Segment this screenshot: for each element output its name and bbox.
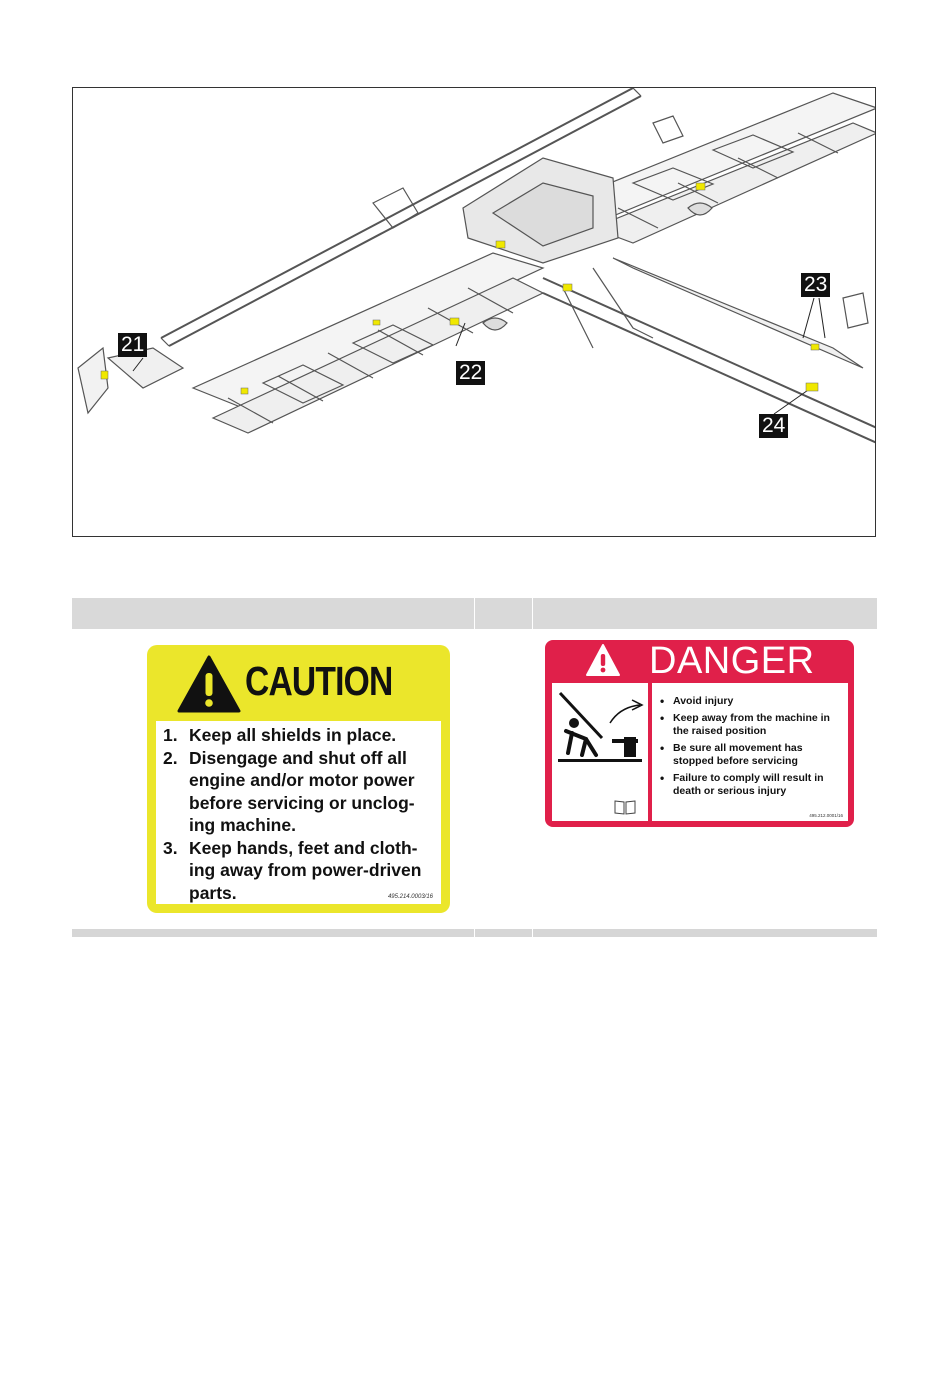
caution-decal: [147, 645, 450, 913]
list-item: • Avoid injury: [660, 695, 846, 709]
danger-decal: [545, 640, 854, 827]
caution-header: [147, 645, 450, 721]
table-footer: [72, 929, 877, 937]
danger-part-code: 495.212.0001/16: [809, 813, 843, 818]
callout-23: 23: [801, 273, 830, 297]
danger-list: [660, 695, 846, 802]
warning-triangle-icon: [585, 642, 635, 682]
item-number: 1.: [163, 725, 178, 745]
item-text: Disengage and shut off all engine and/or motor power before servicing or unclog-ing machine.: [189, 747, 415, 835]
caution-part-code: 495.214.0003/16: [387, 894, 433, 900]
caution-list: [163, 724, 439, 904]
manual-book-icon: [614, 799, 636, 815]
caution-body: [156, 721, 441, 904]
callout-21: 21: [118, 333, 147, 357]
item-number: 3.: [163, 837, 178, 858]
item-text: Keep hands, feet and cloth-ing away from power-driven parts.: [189, 837, 422, 903]
table-header: [72, 598, 877, 629]
list-item: [163, 724, 439, 747]
list-item: • Keep away from the machine in the raised position: [660, 712, 846, 739]
danger-text-panel: [652, 683, 848, 821]
callout-24: 24: [759, 414, 788, 438]
item-text: Keep all shields in place.: [189, 725, 397, 745]
list-item: • Be sure all movement has stopped before servicing: [660, 742, 846, 769]
callout-22: 22: [456, 361, 485, 385]
list-item: • Failure to comply will result in death or serious injury: [660, 772, 846, 799]
machine-frame-drawing: [73, 88, 876, 537]
item-number: 2.: [163, 747, 178, 768]
list-item: [163, 747, 439, 837]
machine-frame-figure: [72, 87, 876, 537]
danger-pictogram-panel: [552, 683, 648, 821]
caution-title: CAUTION: [245, 658, 393, 704]
danger-title: DANGER: [649, 640, 815, 682]
